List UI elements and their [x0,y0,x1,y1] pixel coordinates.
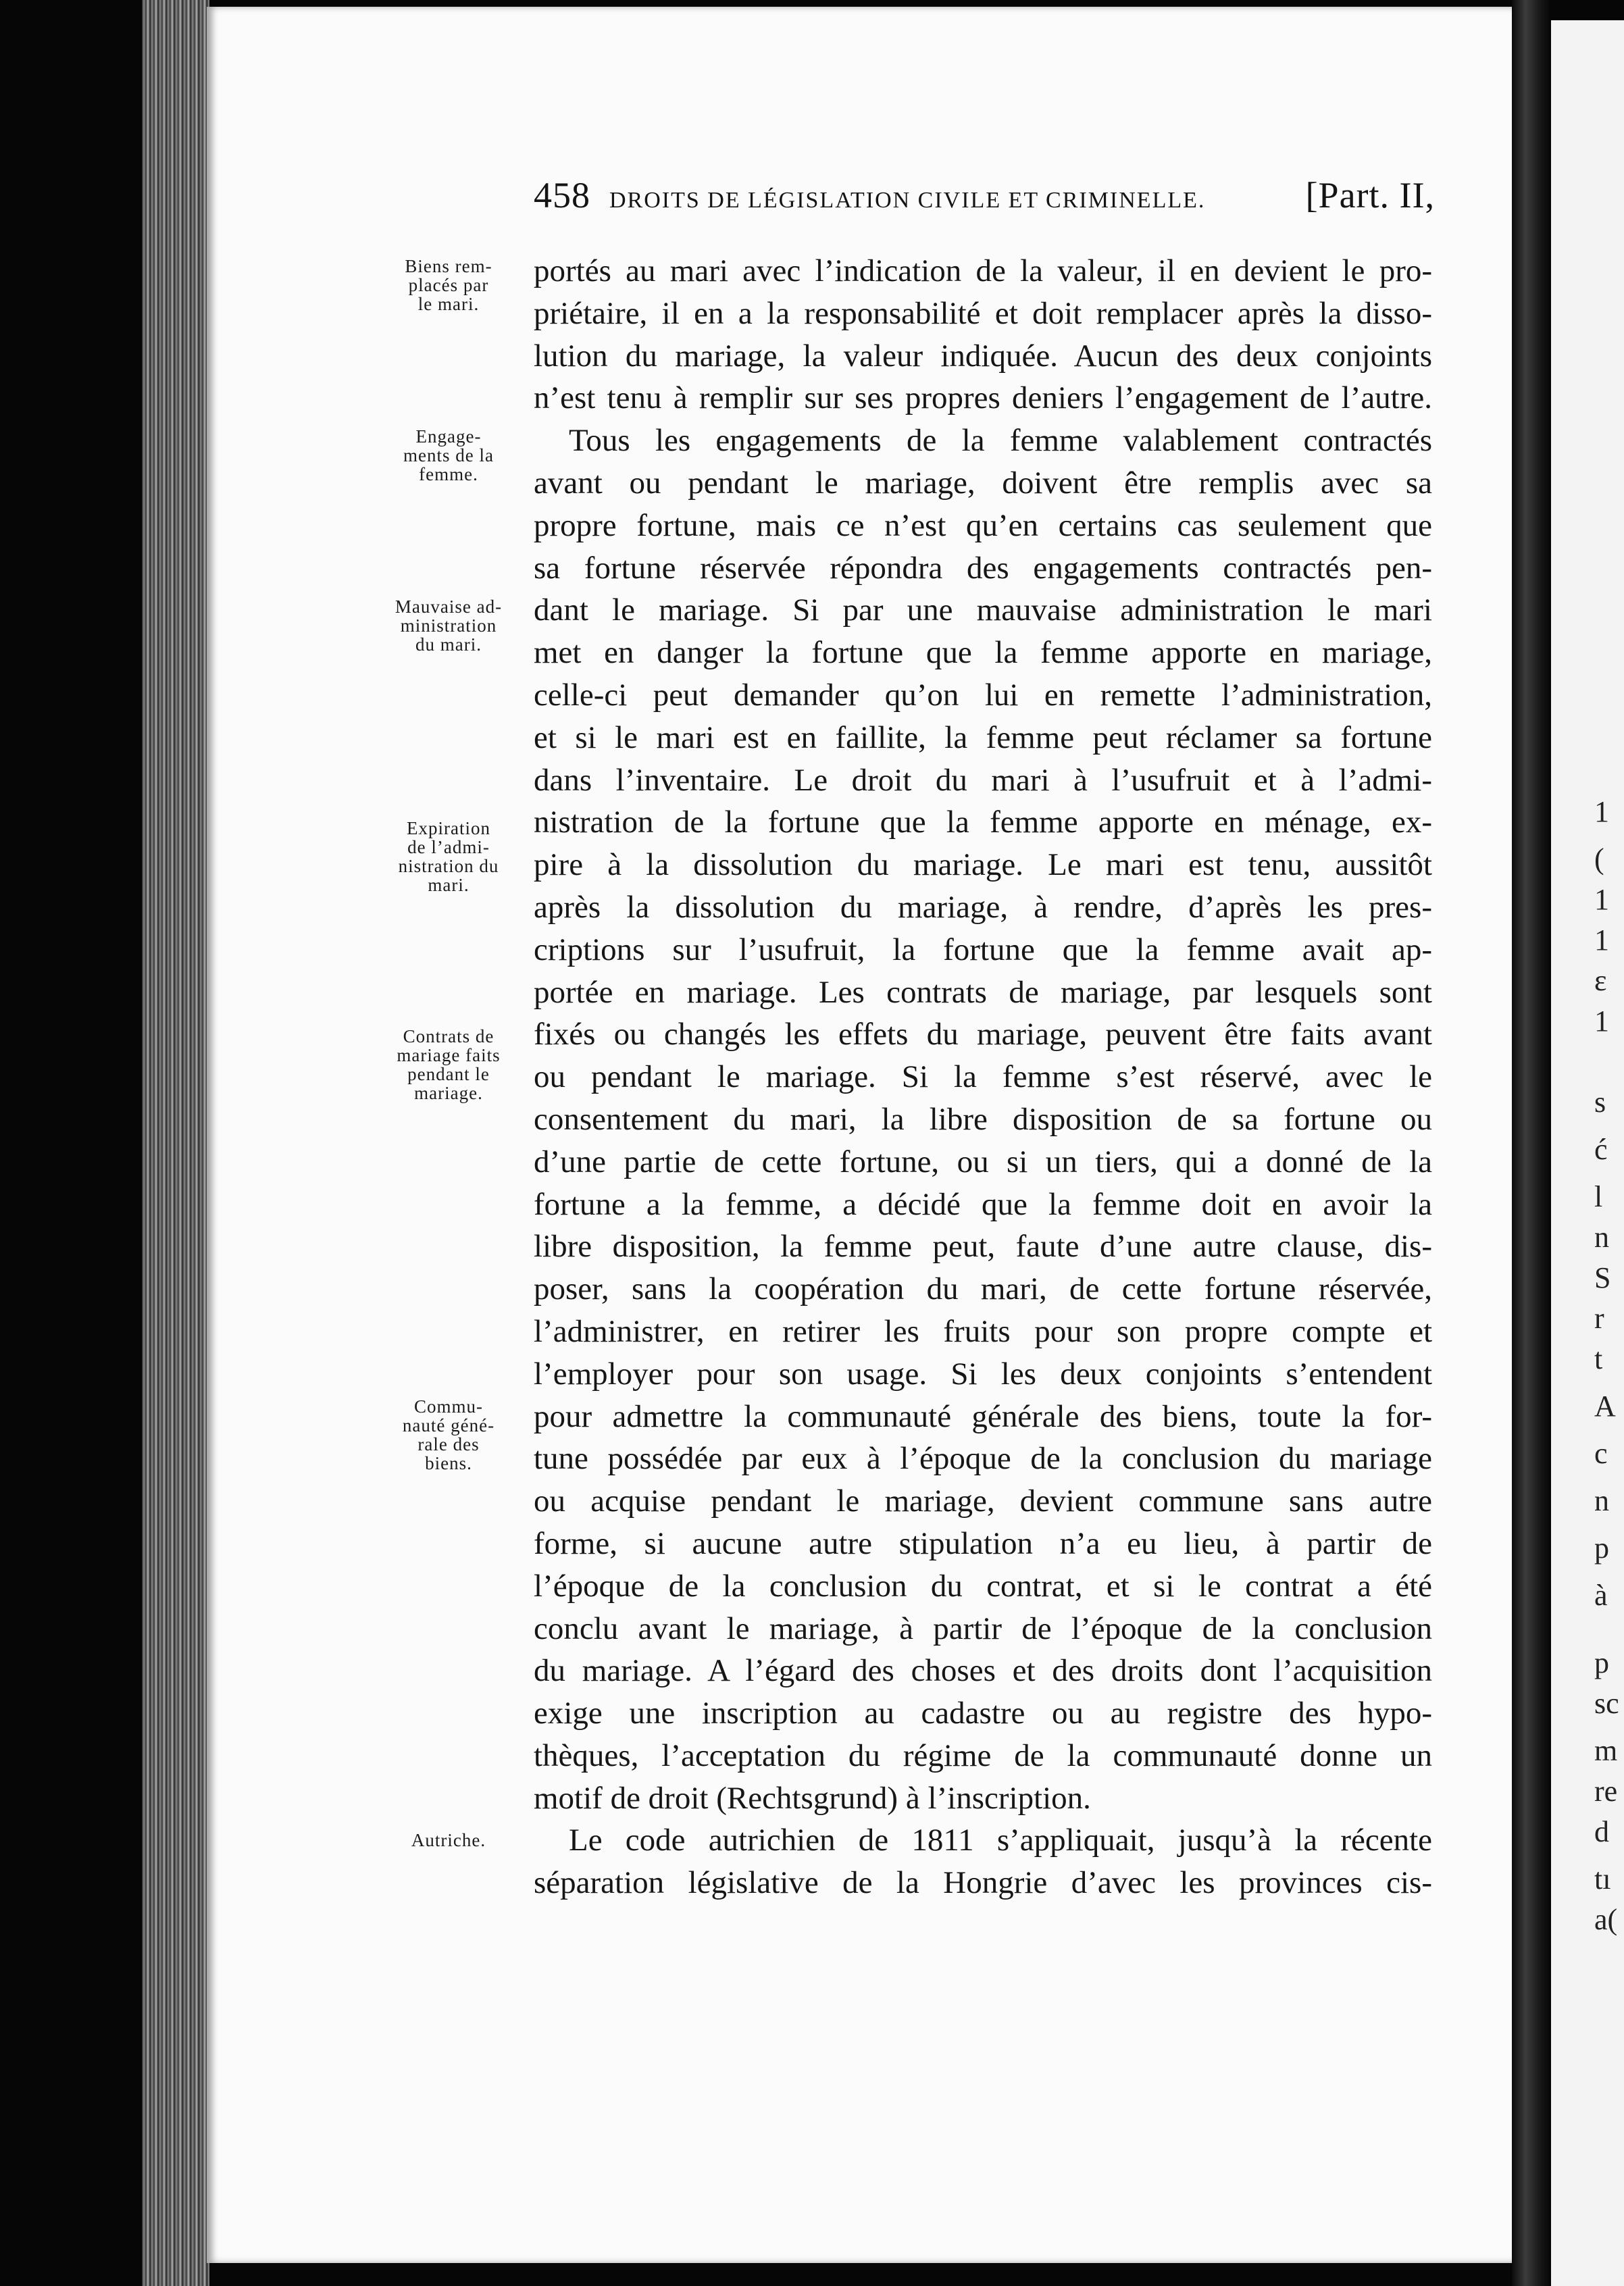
margin-note-line: nauté géné- [402,1415,495,1436]
facing-page-letter: ć [1594,1133,1608,1166]
margin-note-mauvaise-administration [382,597,515,654]
facing-page-letter: p [1594,1531,1609,1565]
text-line: n’est tenu à remplir sur ses propres deniers l’engagement de l’autre. [534,380,1432,416]
text-line: nistration de la fortune que la femme apporte en ménage, ex- [534,805,1432,840]
text-line: conclu avant le mariage, à partir de l’époque de la conclusion [534,1610,1432,1646]
facing-page-letter: 1 [1594,1005,1609,1038]
page-number: 458 [534,175,590,215]
margin-note-line: Biens rem- [405,256,492,276]
margin-note-line: pendant le [407,1064,490,1084]
text-line: thèques, l’acceptation du régime de la communauté donne un [534,1737,1432,1773]
facing-page-letter: p [1594,1646,1609,1679]
facing-page-letter: ɛ [1594,964,1607,997]
text-line: séparation législative de la Hongrie d’avec les provinces cis- [534,1865,1432,1901]
text-line: Le code autrichien de 1811 s’appliquait, jusqu’à la récente [569,1823,1432,1858]
facing-page-letter: a( [1594,1903,1618,1936]
margin-note-line: le mari. [417,294,480,314]
facing-page-letter: 1 [1594,883,1609,916]
facing-page-letter: S [1594,1261,1611,1294]
margin-note-line: ments de la [403,445,494,465]
text-line: portés au mari avec l’indication de la valeur, il en devient le pro- [534,253,1432,288]
text-line: lution du mariage, la valeur indiquée. Aucun des deux conjoints [534,338,1432,374]
text-line: forme, si aucune autre stipulation n’a eu lieu, à partir de [534,1525,1432,1561]
margin-note-line: de l’admi- [407,837,490,857]
margin-note-line: du mari. [415,634,482,655]
body-text [534,250,1432,1904]
facing-page-letter: l [1594,1180,1603,1213]
facing-page-letter: 1 [1594,795,1609,828]
margin-note-line: Engage- [415,426,482,447]
part-label: [Part. II, [1305,175,1435,215]
text-line: pour admettre la communauté générale des biens, toute la for- [534,1398,1432,1434]
text-line: priétaire, il en a la responsabilité et doit remplacer après la disso- [534,295,1432,331]
margin-note-line: ministration [400,615,497,636]
facing-page-fragment [1551,20,1624,2286]
margin-note-line: rale des [417,1434,480,1454]
margin-note-line: nistration du [398,856,499,876]
facing-page-letter: re [1594,1775,1618,1808]
text-line: consentement du mari, la libre disposition de sa fortune ou [534,1101,1432,1137]
margin-note-line: Expiration [407,818,490,838]
text-line: et si le mari est en faillite, la femme peut réclamer sa fortune [534,719,1432,755]
text-line: avant ou pendant le mariage, doivent être remplis avec sa [534,465,1432,501]
facing-page-letter: n [1594,1221,1609,1254]
text-line: motif de droit (Rechtsgrund) à l’inscription. [534,1780,1091,1816]
text-line: l’administrer, en retirer les fruits pour son propre compte et [534,1313,1432,1349]
margin-note-line: mari. [428,875,470,895]
facing-page-letter: r [1594,1302,1604,1335]
margin-note-autriche [382,1831,515,1850]
facing-page-letter: A [1594,1390,1616,1423]
margin-note-line: Contrats de [403,1026,494,1046]
margin-note-line: Autriche. [411,1830,486,1850]
facing-page-letter: tı [1594,1862,1611,1896]
text-line: tune possédée par eux à l’époque de la conclusion du mariage [534,1441,1432,1477]
text-line: dans l’inventaire. Le droit du mari à l’usufruit et à l’admi- [534,762,1432,798]
margin-note-communaute [382,1397,515,1473]
running-title: DROITS DE LÉGISLATION CIVILE ET CRIMINELLE. [609,188,1206,213]
text-line: fortune a la femme, a décidé que la femme doit en avoir la [534,1186,1432,1222]
facing-page-letter: d [1594,1815,1609,1848]
text-line: Tous les engagements de la femme valablement contractés [569,423,1432,459]
facing-page-letter: s [1594,1086,1606,1119]
margin-note-expiration [382,819,515,894]
text-line: ou pendant le mariage. Si la femme s’est réservé, avec le [534,1059,1432,1095]
text-line: met en danger la fortune que la femme apporte en mariage, [534,635,1432,671]
facing-page-letter: c [1594,1437,1608,1470]
margin-note-line: mariage faits [397,1045,501,1065]
margin-note-line: Commu- [413,1396,483,1417]
text-line: libre disposition, la femme peut, faute d’une autre clause, dis- [534,1229,1432,1265]
book-gutter [1512,0,1551,2286]
text-line: après la dissolution du mariage, à rendre, d’après les pres- [534,889,1432,925]
facing-page-letter: m [1594,1734,1618,1767]
margin-note-line: mariage. [414,1083,483,1103]
margin-note-engagements [382,427,515,484]
text-line: du mariage. A l’égard des choses et des droits dont l’acquisition [534,1653,1432,1689]
margin-note-line: biens. [425,1453,472,1473]
margin-note-contrats [382,1027,515,1102]
margin-note-biens-remplaces [382,257,515,313]
facing-page-letter: t [1594,1342,1603,1375]
text-line: fixés ou changés les effets du mariage, peuvent être faits avant [534,1017,1432,1052]
text-line: d’une partie de cette fortune, ou si un tiers, qui a donné de la [534,1144,1432,1179]
text-line: l’employer pour son usage. Si les deux conjoints s’entendent [534,1356,1432,1392]
text-line: pire à la dissolution du mariage. Le mari est tenu, aussitôt [534,847,1432,883]
facing-page-letter: à [1594,1579,1608,1612]
running-header [534,174,1439,228]
text-line: exige une inscription au cadastre ou au registre des hypo- [534,1696,1432,1731]
text-line: l’époque de la conclusion du contrat, et si le contrat a été [534,1568,1432,1604]
facing-page-letter: ( [1594,842,1604,875]
book-page-edges [142,0,209,2286]
facing-page-letter: 1 [1594,923,1609,957]
text-line: propre fortune, mais ce n’est qu’en certains cas seulement que [534,507,1432,543]
text-line: celle-ci peut demander qu’on lui en remette l’administration, [534,677,1432,713]
margin-note-line: placés par [408,275,489,295]
text-line: poser, sans la coopération du mari, de cette fortune réservée, [534,1271,1432,1307]
margin-note-line: Mauvaise ad- [395,596,503,617]
text-line: criptions sur l’usufruit, la fortune que la femme avait ap- [534,932,1432,967]
text-line: dant le mariage. Si par une mauvaise administration le mari [534,592,1432,628]
margin-note-line: femme. [419,464,478,484]
facing-page-letter: sc [1594,1687,1619,1720]
facing-page-letter: n [1594,1484,1609,1517]
text-line: ou acquise pendant le mariage, devient commune sans autre [534,1483,1432,1519]
text-line: sa fortune réservée répondra des engagements contractés pen- [534,550,1432,586]
text-line: portée en mariage. Les contrats de mariage, par lesquels sont [534,974,1432,1010]
